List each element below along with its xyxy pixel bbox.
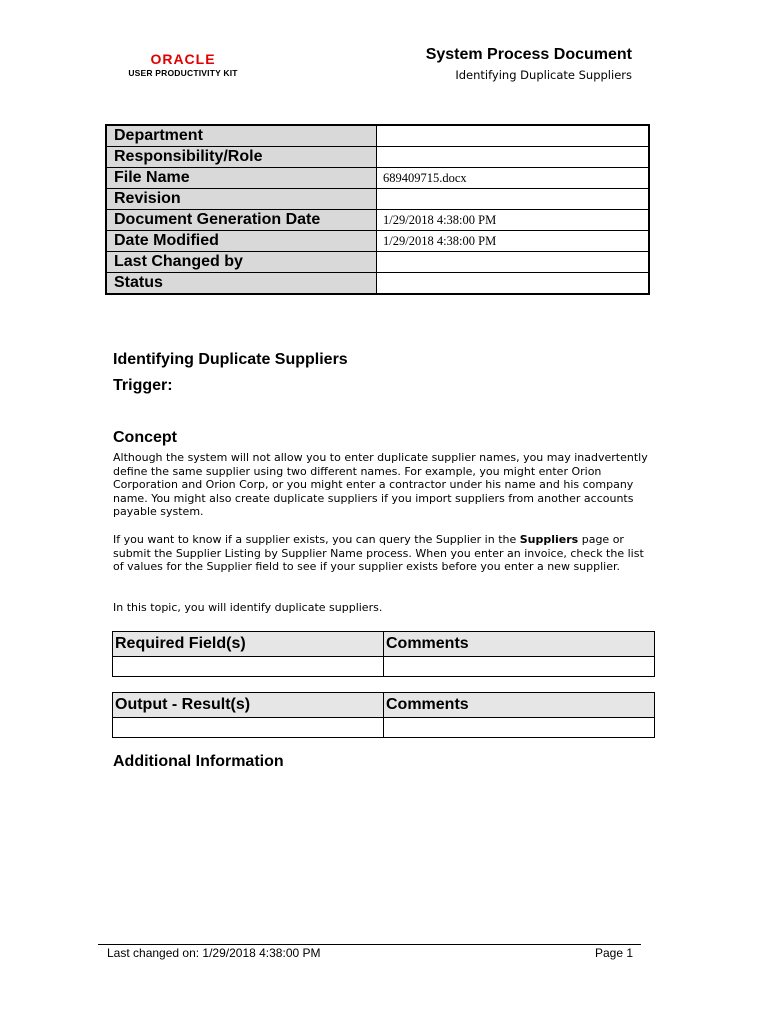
info-value — [377, 273, 650, 295]
info-row-last-changed-by — [106, 252, 649, 273]
column-header-comments: Comments — [384, 632, 655, 657]
footer-page-number: Page 1 — [595, 946, 634, 960]
info-row-file-name — [106, 168, 649, 189]
concept-heading: Concept — [113, 429, 177, 446]
table-row — [113, 657, 655, 677]
info-row-status — [106, 273, 649, 295]
topic-title: Identifying Duplicate Suppliers — [113, 351, 348, 368]
footer-last-changed: Last changed on: 1/29/2018 4:38:00 PM — [107, 946, 321, 960]
info-value: 689409715.docx — [377, 168, 650, 189]
table-cell — [113, 718, 384, 738]
table-cell — [113, 657, 384, 677]
output-results-table — [112, 692, 655, 738]
info-row-department — [106, 125, 649, 147]
info-value — [377, 125, 650, 147]
table-header-row — [113, 632, 655, 657]
info-value: 1/29/2018 4:38:00 PM — [377, 210, 650, 231]
info-row-responsibility — [106, 147, 649, 168]
info-label: Status — [106, 273, 377, 295]
footer-divider — [98, 944, 641, 945]
document-title: System Process Document — [425, 46, 632, 63]
required-fields-table — [112, 631, 655, 677]
table-cell — [384, 718, 655, 738]
column-header-output-results: Output - Result(s) — [113, 693, 384, 718]
column-header-comments: Comments — [384, 693, 655, 718]
info-row-revision — [106, 189, 649, 210]
info-label: Date Modified — [106, 231, 377, 252]
info-label: File Name — [106, 168, 377, 189]
info-label: Revision — [106, 189, 377, 210]
info-label: Department — [106, 125, 377, 147]
info-label: Responsibility/Role — [106, 147, 377, 168]
oracle-logo-word: ORACLE — [150, 51, 216, 67]
info-row-generation-date — [106, 210, 649, 231]
info-row-date-modified — [106, 231, 649, 252]
column-header-required-fields: Required Field(s) — [113, 632, 384, 657]
concept-paragraph-2 — [113, 533, 649, 574]
info-value: 1/29/2018 4:38:00 PM — [377, 231, 650, 252]
concept-paragraph-3: In this topic, you will identify duplicate suppliers. — [113, 601, 383, 614]
additional-information-heading: Additional Information — [113, 753, 284, 770]
oracle-upk-logo — [123, 52, 243, 78]
info-label: Document Generation Date — [106, 210, 377, 231]
concept-paragraph-2-text-end: page or submit the Supplier Listing by Supplier Name process. When you enter an invoice, check the list of values for the Supplier field to see if your supplier exists before you enter a new supplier. — [113, 533, 644, 574]
suppliers-page-ref: Suppliers — [519, 533, 579, 546]
info-value — [377, 252, 650, 273]
info-value — [377, 189, 650, 210]
concept-paragraph-1: Although the system will not allow you to enter duplicate supplier names, you may inadvertently define the same supplier using two different names. For example, you might enter Orion Corporation and Orion Corp, or you might enter a contractor under his name and his company name. You might also create duplicate suppliers if you import suppliers from another accounts payable system. — [113, 451, 648, 519]
info-label: Last Changed by — [106, 252, 377, 273]
document-info-table — [105, 124, 650, 295]
document-subtitle: Identifying Duplicate Suppliers — [455, 68, 632, 82]
table-header-row — [113, 693, 655, 718]
table-row — [113, 718, 655, 738]
trigger-label: Trigger: — [113, 377, 173, 394]
concept-paragraph-2-text: If you want to know if a supplier exists, you can query the Supplier in the — [113, 533, 520, 546]
info-value — [377, 147, 650, 168]
table-cell — [384, 657, 655, 677]
upk-logo-subtitle: USER PRODUCTIVITY KIT — [128, 68, 238, 78]
